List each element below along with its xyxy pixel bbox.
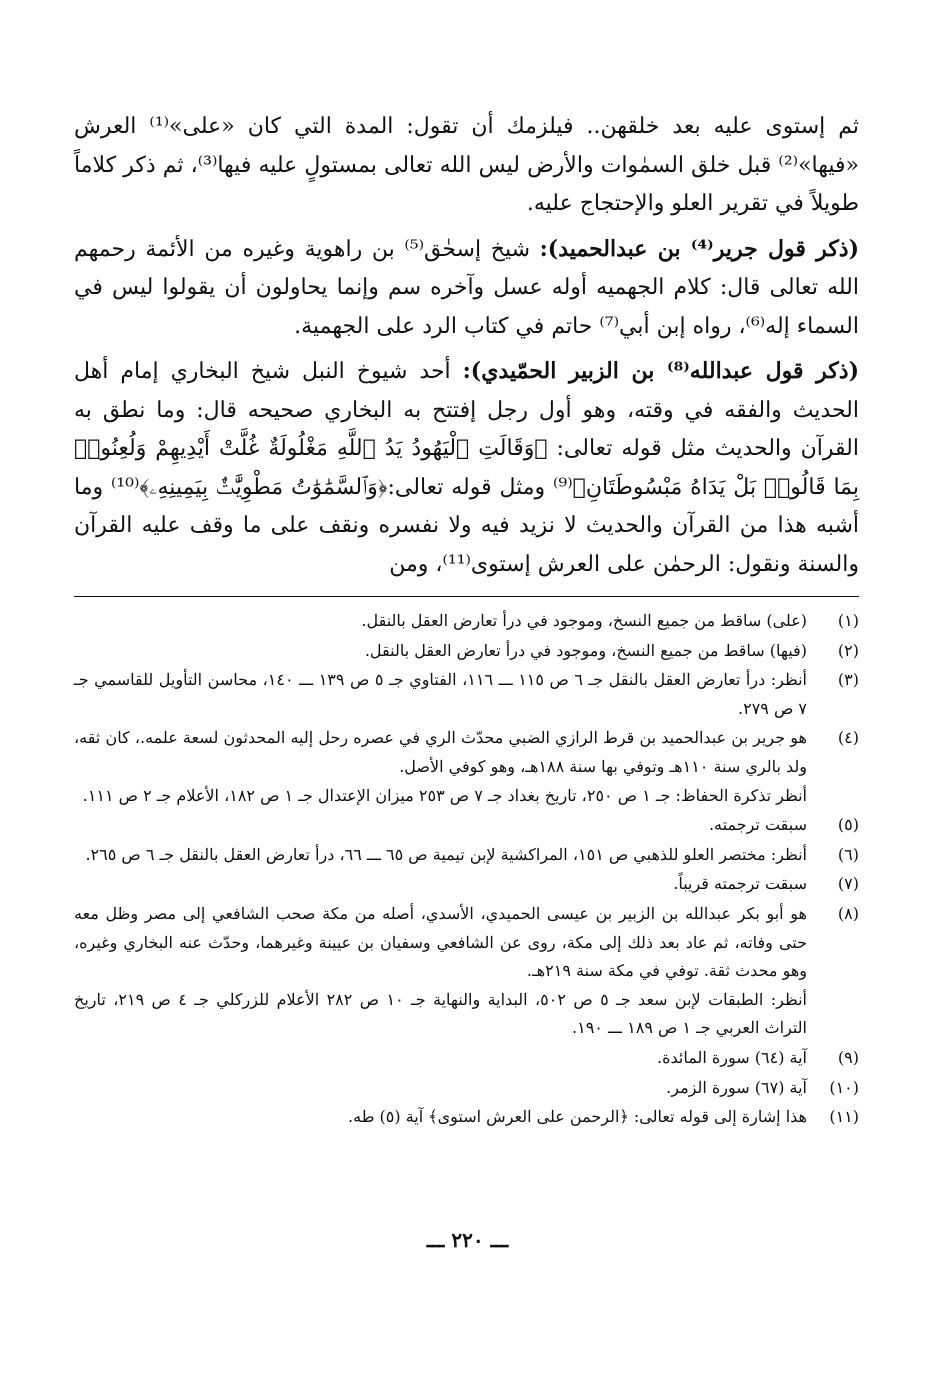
footnote-text: هو أبو بكر عبدالله بن الزبير بن عيسى الحميدي، الأسدي، أصله من مكة صحب الشافعي إلى مصر وظل معه حتى وفاته، ثم عاد بعد ذلك إلى مكة، روى عن الشافعي وسفيان بن عيينة وغيرهما، وحدّث عنه البخاري وغيره، وهو محدث ثقة. توفي في مكة سنة ٢١٩هـ. xyxy=(74,903,807,981)
footnote xyxy=(74,870,859,899)
footnote-number: (٨) xyxy=(837,903,859,923)
footnote-number: (١٠) xyxy=(829,1077,859,1097)
footnote xyxy=(74,900,859,1043)
footnote-body xyxy=(74,724,807,810)
footnote-number: (١) xyxy=(837,611,859,630)
footnote xyxy=(74,1074,859,1103)
footnote-number: (٥) xyxy=(837,815,859,835)
footnote-reference: أنظر: الطبقات لإبن سعد جـ ٥ ص ٥٠٢، البداية والنهاية جـ ١٠ ص ٢٨٢ الأعلام للزركلي جـ ٤ ص ٢١٩، تاريخ التراث العربي جـ ١ ص ١٨٩ ـــ ١٩٠. xyxy=(74,989,808,1038)
footnotes xyxy=(74,607,859,1132)
footnote-text: سبقت ترجمته. xyxy=(708,815,807,835)
footnote-number: (٩) xyxy=(837,1047,859,1067)
footnote-number: (٢) xyxy=(837,640,859,660)
footnote-number: (٧) xyxy=(837,874,859,894)
footnote xyxy=(74,666,859,723)
footnote xyxy=(74,811,859,840)
footnote-text: آية (٦٤) سورة المائدة. xyxy=(657,1047,807,1067)
paragraph-3 xyxy=(74,352,859,584)
footnote-text: (على) ساقط من جميع النسخ، وموجود في درأ تعارض العقل بالنقل. xyxy=(361,611,807,630)
section-heading-jarir: (ذكر قول جرير⁽⁴⁾ بن عبدالحميد): xyxy=(539,235,860,262)
section-heading-humaidi: (ذكر قول عبدالله⁽⁸⁾ بن الزبير الحمّيدي): xyxy=(462,358,859,384)
paragraph-2-text: شيخ إسحٰق⁽⁵⁾ بن راهوية وغيره من الأئمة رحمهم الله تعالى قال: كلام الجهميه أوله عسل وآخره سم وإنما يحاولون أن يقولوا ليس في السماء إله⁽⁶⁾، رواه إبن أبي⁽⁷⁾ حاتم في كتاب الرد على الجهمية. xyxy=(74,236,859,339)
footnote-text: هو جرير بن عبدالحميد بن قرط الرازي الضبي محدّث الري في عصره رحل إليه المحدثون لسعة علمه.، كان ثقه، ولد بالري سنة ١١٠هـ وتوفي بها سنة ١٨٨هـ، وهو كوفي الأصل. xyxy=(74,728,807,776)
footnote xyxy=(74,1044,859,1073)
footnote-reference: أنظر تذكرة الحفاظ: جـ ١ ص ٢٥٠، تاريخ بغداد جـ ٧ ص ٢٥٣ ميزان الإعتدال جـ ١ ص ١٨٢، الأعلام جـ ٢ ص ١١١. xyxy=(82,785,807,805)
footnote-text: هذا إشارة إلى قوله تعالى: ﴿الرحمن على العرش استوى﴾ آية (٥) طه. xyxy=(348,1107,807,1127)
paragraph-1: ثم إستوى عليه بعد خلقهن.. فيلزمك أن تقول: المدة التي كان «على»⁽¹⁾ العرش «فيها»⁽²⁾ قبل خلق السمٰوات والأرض ليس الله تعالى بمستولٍ عليه فيها⁽³⁾، ثم ذكر كلاماً طويلاً في تقرير العلو والإحتجاج عليه. xyxy=(74,114,859,216)
footnote-text: أنظر: مختصر العلو للذهبي ص ١٥١، المراكشية لإبن تيمية ص ٦٥ ـــ ٦٦، درأ تعارض العقل بالنقل جـ ٦ ص ٢٦٥. xyxy=(85,844,807,864)
footnote-number: (٣) xyxy=(837,670,859,690)
page-number: ـــ ٢٢٠ ـــ xyxy=(426,1228,509,1252)
footnote xyxy=(74,1103,859,1132)
main-text xyxy=(74,108,859,584)
footnote-body xyxy=(74,900,807,1043)
footnote-separator xyxy=(74,596,859,597)
footnote-number: (٤) xyxy=(837,728,859,748)
paragraph-3-text: أحد شيوخ النبل شيخ البخاري إمام أهل الحديث والفقه في وقته، وهو أول رجل إفتتح به البخاري صحيحه قال: وما نطق به القرآن والحديث مثل قوله تعالى: ﴿وَقَالَتِ ٱلْيَهُودُ يَدُ ٱللَّهِ مَغْلُولَةٌ غُلَّتْ أَيْدِيهِمْ وَلُعِنُوا۟ بِمَا قَالُوا۟ بَلْ يَدَاهُ مَبْسُوطَتَانِ﴾⁽⁹⁾ ومثل قوله تعالى:﴿وَٱلسَّمَٰوَٰتُ مَطْوِيَّٰتٌۢ بِيَمِينِهِۦ﴾⁽¹⁰⁾ وما أشبه هذا من القرآن والحديث لا نزيد فيه ولا نفسره ونقف على ما وقف عليه القرآن والسنة ونقول: الرحمٰن على العرش إستوى⁽¹¹⁾، ومن xyxy=(74,359,859,577)
paragraph-2 xyxy=(74,230,859,347)
footnote-text: سبقت ترجمته قريباً. xyxy=(673,874,807,894)
footnote-number: (١١) xyxy=(829,1107,859,1127)
footnote xyxy=(74,724,859,810)
footnote xyxy=(74,841,859,870)
footnote xyxy=(74,637,859,666)
footnote-text: (فيها) ساقط من جميع النسخ، وموجود في درأ تعارض العقل بالنقل. xyxy=(364,640,807,660)
footnote-number: (٦) xyxy=(837,844,859,864)
footnote-text: أنظر: درأ تعارض العقل بالنقل جـ ٦ ص ١١٥ ـــ ١١٦، الفتاوي جـ ٥ ص ١٣٩ ـــ ١٤٠، محاسن التأويل للقاسمي جـ ٧ ص ٢٧٩. xyxy=(74,670,808,718)
footnote-text: آية (٦٧) سورة الزمر. xyxy=(666,1077,807,1097)
footnote xyxy=(74,607,859,636)
